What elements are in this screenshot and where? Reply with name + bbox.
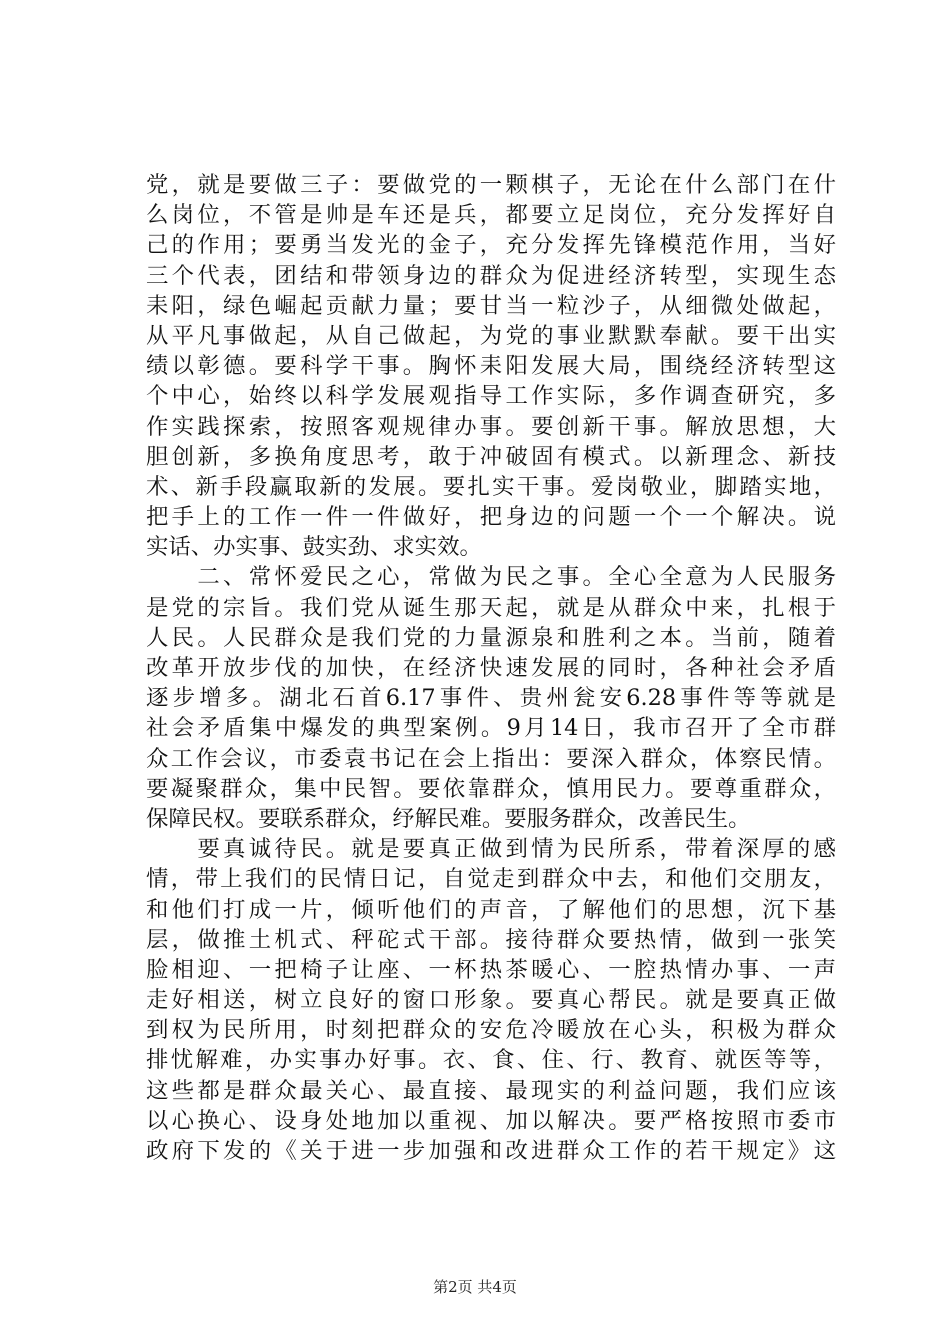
text-line: 从平凡事做起，从自己做起，为党的事业默默奉献。要干出实 bbox=[146, 322, 836, 349]
text-line: 术、新手段赢取新的发展。要扎实干事。爱岗敬业，脚踏实地， bbox=[146, 473, 836, 500]
text-line: 改革开放步伐的加快，在经济快速发展的同时，各种社会矛盾 bbox=[146, 655, 836, 681]
text-line: 人民。人民群众是我们党的力量源泉和胜利之本。当前，随着 bbox=[146, 624, 836, 651]
text-line: 二、常怀爱民之心，常做为民之事。全心全意为人民服务 bbox=[146, 564, 836, 591]
text-line: 逐步增多。湖北石首6.17事件、贵州瓮安6.28事件等等就是 bbox=[146, 685, 836, 712]
text-line: 社会矛盾集中爆发的典型案例。9月14日，我市召开了全市群 bbox=[146, 715, 836, 742]
text-line: 胆创新，多换角度思考，敢于冲破固有模式。以新理念、新技 bbox=[146, 443, 836, 470]
text-line: 耒阳，绿色崛起贡献力量；要甘当一粒沙子，从细微处做起， bbox=[146, 292, 836, 319]
body-text bbox=[146, 170, 836, 1166]
text-line: 以心换心、设身处地加以重视、加以解决。要严格按照市委市 bbox=[146, 1107, 836, 1134]
text-line: 这些都是群众最关心、最直接、最现实的利益问题，我们应该 bbox=[146, 1077, 836, 1104]
text-line: 实话、办实事、鼓实劲、求实效。 bbox=[146, 534, 482, 561]
text-line: 是党的宗旨。我们党从诞生那天起，就是从群众中来，扎根于 bbox=[146, 594, 836, 621]
text-line: 绩以彰德。要科学干事。胸怀耒阳发展大局，围绕经济转型这 bbox=[146, 353, 836, 380]
text-line: 三个代表，团结和带领身边的群众为促进经济转型，实现生态 bbox=[146, 262, 836, 289]
text-line: 作实践探索，按照客观规律办事。要创新干事。解放思想，大 bbox=[146, 413, 836, 440]
text-line: 排忧解难，办实事办好事。衣、食、住、行、教育、就医等等， bbox=[146, 1047, 836, 1074]
text-line: 么岗位，不管是帅是车还是兵，都要立足岗位，充分发挥好自 bbox=[146, 202, 836, 229]
text-line: 个中心，始终以科学发展观指导工作实际，多作调查研究，多 bbox=[146, 383, 836, 410]
text-line: 要真诚待民。就是要真正做到情为民所系，带着深厚的感 bbox=[146, 836, 836, 863]
text-line: 己的作用；要勇当发光的金子，充分发挥先锋模范作用，当好 bbox=[146, 232, 836, 259]
text-line: 要凝聚群众，集中民智。要依靠群众，慎用民力。要尊重群众， bbox=[146, 775, 836, 802]
text-line: 和他们打成一片，倾听他们的声音，了解他们的思想，沉下基 bbox=[146, 896, 836, 923]
text-line: 走好相送，树立良好的窗口形象。要真心帮民。就是要真正做 bbox=[146, 987, 836, 1014]
text-line: 情，带上我们的民情日记，自觉走到群众中去，和他们交朋友， bbox=[146, 866, 836, 893]
text-line: 脸相迎、一把椅子让座、一杯热茶暖心、一腔热情办事、一声 bbox=[146, 956, 836, 983]
text-line: 把手上的工作一件一件做好，把身边的问题一个一个解决。说 bbox=[146, 504, 836, 531]
text-line: 党，就是要做三子：要做党的一颗棋子，无论在什么部门在什 bbox=[146, 172, 836, 198]
page-footer: 第2页 共4页 bbox=[433, 1278, 517, 1296]
text-line: 保障民权。要联系群众，纾解民难。要服务群众，改善民生。 bbox=[146, 805, 751, 832]
text-line: 层，做推土机式、秤砣式干部。接待群众要热情，做到一张笑 bbox=[146, 926, 836, 953]
text-line: 众工作会议，市委袁书记在会上指出：要深入群众，体察民情。 bbox=[146, 745, 836, 772]
text-line: 到权为民所用，时刻把群众的安危冷暖放在心头，积极为群众 bbox=[146, 1017, 836, 1044]
text-line: 政府下发的《关于进一步加强和改进群众工作的若干规定》这 bbox=[146, 1138, 836, 1164]
